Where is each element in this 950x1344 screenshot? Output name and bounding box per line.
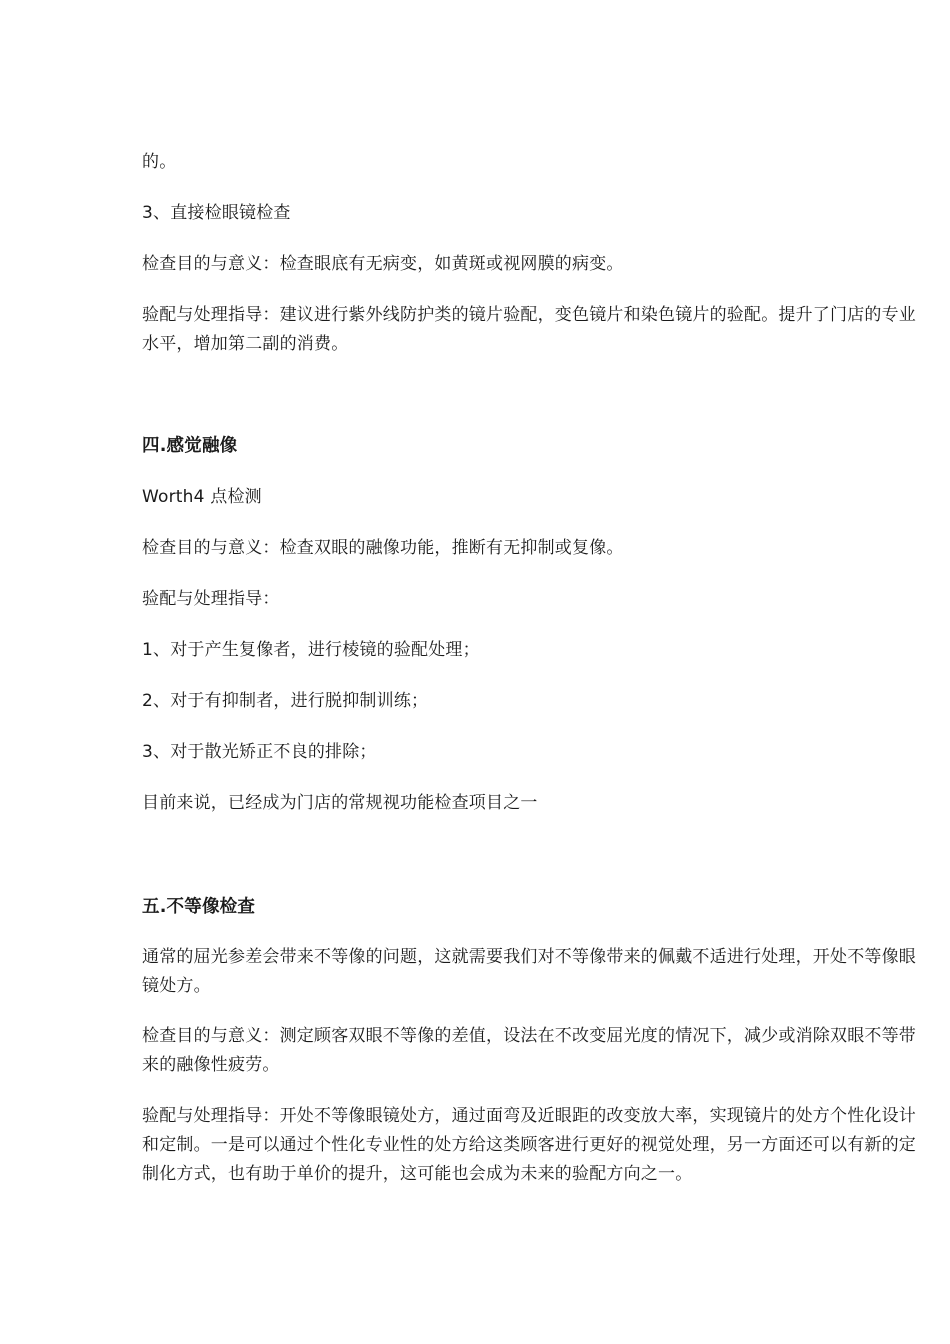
paragraph-fusion-summary: 目前来说，已经成为门店的常规视功能检查项目之一 xyxy=(142,793,538,813)
paragraph-item-ophthalmoscope: 3、直接检眼镜检查 xyxy=(142,203,291,223)
paragraph-worth4: Worth4 点检测 xyxy=(142,487,262,507)
paragraph-continuation: 的。 xyxy=(142,152,177,172)
paragraph-guidance: 验配与处理指导：建议进行紫外线防护类的镜片验配，变色镜片和染色镜片的验配。提升了门店的专业水平，增加第二副的消费。 xyxy=(142,305,916,354)
section-heading-aniseikonia: 五.不等像检查 xyxy=(142,897,256,917)
list-item-astigmatism: 3、对于散光矫正不良的排除； xyxy=(142,742,377,762)
list-item-diplopia: 1、对于产生复像者，进行棱镜的验配处理； xyxy=(142,640,480,660)
list-item-suppression: 2、对于有抑制者，进行脱抑制训练； xyxy=(142,691,429,711)
paragraph-aniseikonia-intro: 通常的屈光参差会带来不等像的问题，这就需要我们对不等像带来的佩戴不适进行处理，开处不等像眼镜处方。 xyxy=(142,947,916,996)
paragraph-purpose: 检查目的与意义：检查眼底有无病变，如黄斑或视网膜的病变。 xyxy=(142,254,624,274)
paragraph-fusion-purpose: 检查目的与意义：检查双眼的融像功能，推断有无抑制或复像。 xyxy=(142,538,624,558)
paragraph-fusion-guidance: 验配与处理指导： xyxy=(142,589,280,609)
section-heading-sensory-fusion: 四.感觉融像 xyxy=(142,436,238,456)
paragraph-aniseikonia-purpose: 检查目的与意义：测定顾客双眼不等像的差值，设法在不改变屈光度的情况下，减少或消除双眼不等带来的融像性疲劳。 xyxy=(142,1026,916,1075)
document-page xyxy=(142,0,932,1344)
paragraph-aniseikonia-guidance: 验配与处理指导：开处不等像眼镜处方，通过面弯及近眼距的改变放大率，实现镜片的处方个性化设计和定制。一是可以通过个性化专业性的处方给这类顾客进行更好的视觉处理，另一方面还可以有新的定制化方式，也有助于单价的提升，这可能也会成为未来的验配方向之一。 xyxy=(142,1106,916,1184)
